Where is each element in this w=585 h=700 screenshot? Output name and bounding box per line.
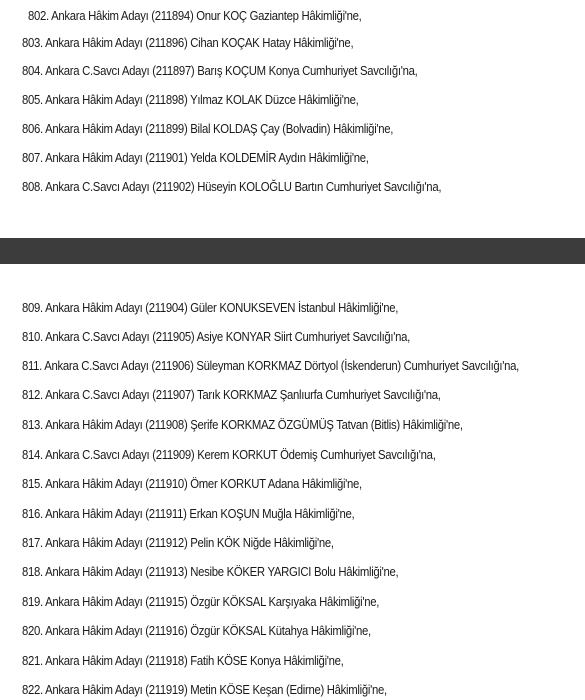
list-item: 817. Ankara Hâkim Adayı (211912) Pelin KÖK Niğde Hâkimliği'ne, <box>22 535 334 550</box>
list-item: 816. Ankara Hâkim Adayı (211911) Erkan KOŞUN Muğla Hâkimliği'ne, <box>22 506 355 521</box>
list-item: 808. Ankara C.Savcı Adayı (211902) Hüseyin KOLOĞLU Bartın Cumhuriyet Savcılığı'na, <box>22 179 442 194</box>
list-item: 805. Ankara Hâkim Adayı (211898) Yılmaz KOLAK Düzce Hâkimliği'ne, <box>22 92 359 107</box>
list-item: 819. Ankara Hâkim Adayı (211915) Özgür KÖKSAL Karşıyaka Hâkimliği'ne, <box>22 594 380 609</box>
list-item: 806. Ankara Hâkim Adayı (211899) Bilal KOLDAŞ Çay (Bolvadin) Hâkimliği'ne, <box>22 121 394 136</box>
list-item: 822. Ankara Hâkim Adayı (211919) Metin KÖSE Keşan (Edirne) Hâkimliği'ne, <box>22 682 387 697</box>
document-section-top <box>0 0 585 238</box>
list-item: 810. Ankara C.Savcı Adayı (211905) Asiye KONYAR Siirt Cumhuriyet Savcılığı'na, <box>22 329 411 344</box>
list-item: 812. Ankara C.Savcı Adayı (211907) Tarık KORKMAZ Şanlıurfa Cumhuriyet Savcılığı'na, <box>22 387 441 402</box>
list-item: 807. Ankara Hâkim Adayı (211901) Yelda KOLDEMİR Aydın Hâkimliği'ne, <box>22 150 369 165</box>
list-item: 815. Ankara Hâkim Adayı (211910) Ömer KORKUT Adana Hâkimliği'ne, <box>22 476 362 491</box>
list-item: 818. Ankara Hâkim Adayı (211913) Nesibe KÖKER YARGICI Bolu Hâkimliği'ne, <box>22 564 399 579</box>
document-section-bottom <box>0 264 585 700</box>
list-item: 809. Ankara Hâkim Adayı (211904) Güler KONUKSEVEN İstanbul Hâkimliği'ne, <box>22 300 399 315</box>
page-divider <box>0 238 585 264</box>
list-item: 803. Ankara Hâkim Adayı (211896) Cihan KOÇAK Hatay Hâkimliği'ne, <box>22 35 354 50</box>
list-item: 814. Ankara C.Savcı Adayı (211909) Kerem KORKUT Ödemiş Cumhuriyet Savcılığı'na, <box>22 447 436 462</box>
list-item: 811. Ankara C.Savcı Adayı (211906) Süleyman KORKMAZ Dörtyol (İskenderun) Cumhuriyet Savcılığı'na, <box>22 358 520 373</box>
list-item: 821. Ankara Hâkim Adayı (211918) Fatih KÖSE Konya Hâkimliği'ne, <box>22 653 344 668</box>
list-item: 804. Ankara C.Savcı Adayı (211897) Barış KOÇUM Konya Cumhuriyet Savcılığı'na, <box>22 63 418 78</box>
list-item: 820. Ankara Hâkim Adayı (211916) Özgür KÖKSAL Kütahya Hâkimliği'ne, <box>22 623 371 638</box>
list-item: 802. Ankara Hâkim Adayı (211894) Onur KOÇ Gaziantep Hâkimliği'ne, <box>28 8 362 23</box>
list-item: 813. Ankara Hâkim Adayı (211908) Şerife KORKMAZ ÖZGÜMÜŞ Tatvan (Bitlis) Hâkimliği'ne, <box>22 417 463 432</box>
